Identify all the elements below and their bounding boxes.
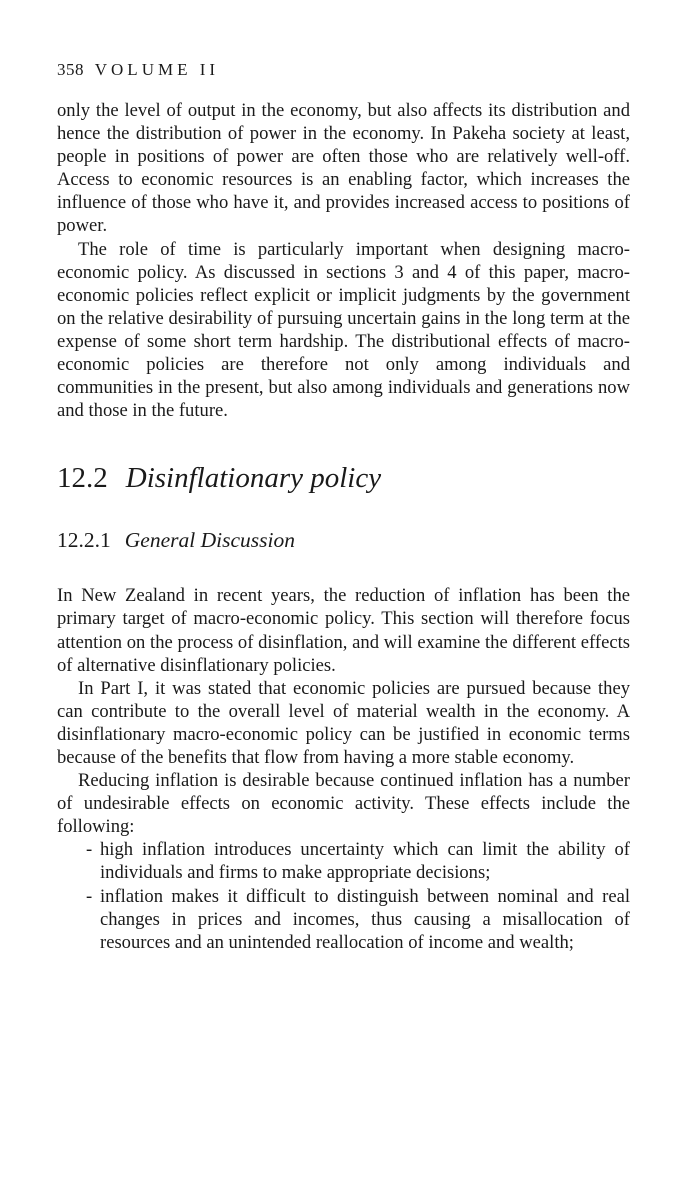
list-item-text: inflation makes it difficult to distinguish between nominal and real changes in prices and incomes, thus causing a misallocation of resources and an unintended reallocation of income and wealth; (100, 885, 630, 953)
list-dash: - (86, 885, 93, 907)
body-paragraph-3: Reducing inflation is desirable because continued inflation has a number of undesirable effects on economic activity. These effects include the following: (57, 770, 630, 838)
list-item (86, 885, 630, 954)
intro-paragraph-1: only the level of output in the economy, but also affects its distribution and hence the distribution of power in the economy. In Pakeha society at least, people in positions of power are often those who are relatively well-off. Access to economic resources is an enabling factor, which increases the influence of those who have it, and provides increased access to positions of power. (57, 100, 630, 237)
page-number: 358 (57, 60, 84, 79)
body-paragraph-1: In New Zealand in recent years, the reduction of inflation has been the primary target of macro-economic policy. This section will therefore focus attention on the process of disinflation, and will examine the different effects of alternative disinflationary policies. (57, 585, 630, 676)
subsection-number: 12.2.1 (57, 528, 111, 553)
section-heading (57, 460, 630, 496)
list-item-text: high inflation introduces uncertainty which can limit the ability of individuals and firms to make appropriate decisions; (100, 839, 630, 884)
subsection-heading (57, 526, 630, 554)
volume-label: VOLUME II (94, 60, 220, 79)
intro-paragraph-2: The role of time is particularly important when designing macro-economic policy. As discussed in sections 3 and 4 of this paper, macro-economic policies reflect explicit or implicit judgments by the government on the relative desirability of pursuing uncertain gains in the long term at the expense of some short term hardship. The distributional effects of macro-economic policies are therefore not only among individuals and communities in the present, but also among individuals and generations now and those in the future. (57, 238, 630, 422)
section-number: 12.2 (57, 462, 108, 495)
document-page (57, 58, 630, 954)
list-dash: - (86, 839, 93, 861)
subsection-title: General Discussion (124, 528, 295, 553)
section-title: Disinflationary policy (125, 462, 382, 495)
body-paragraph-2: In Part I, it was stated that economic policies are pursued because they can contribute to the overall level of material wealth in the economy. A disinflationary macro-economic policy can be justified in economic terms because of the benefits that flow from having a more stable economy. (57, 677, 630, 768)
list-item (86, 838, 630, 884)
running-header (57, 58, 630, 82)
effects-list (57, 838, 630, 953)
